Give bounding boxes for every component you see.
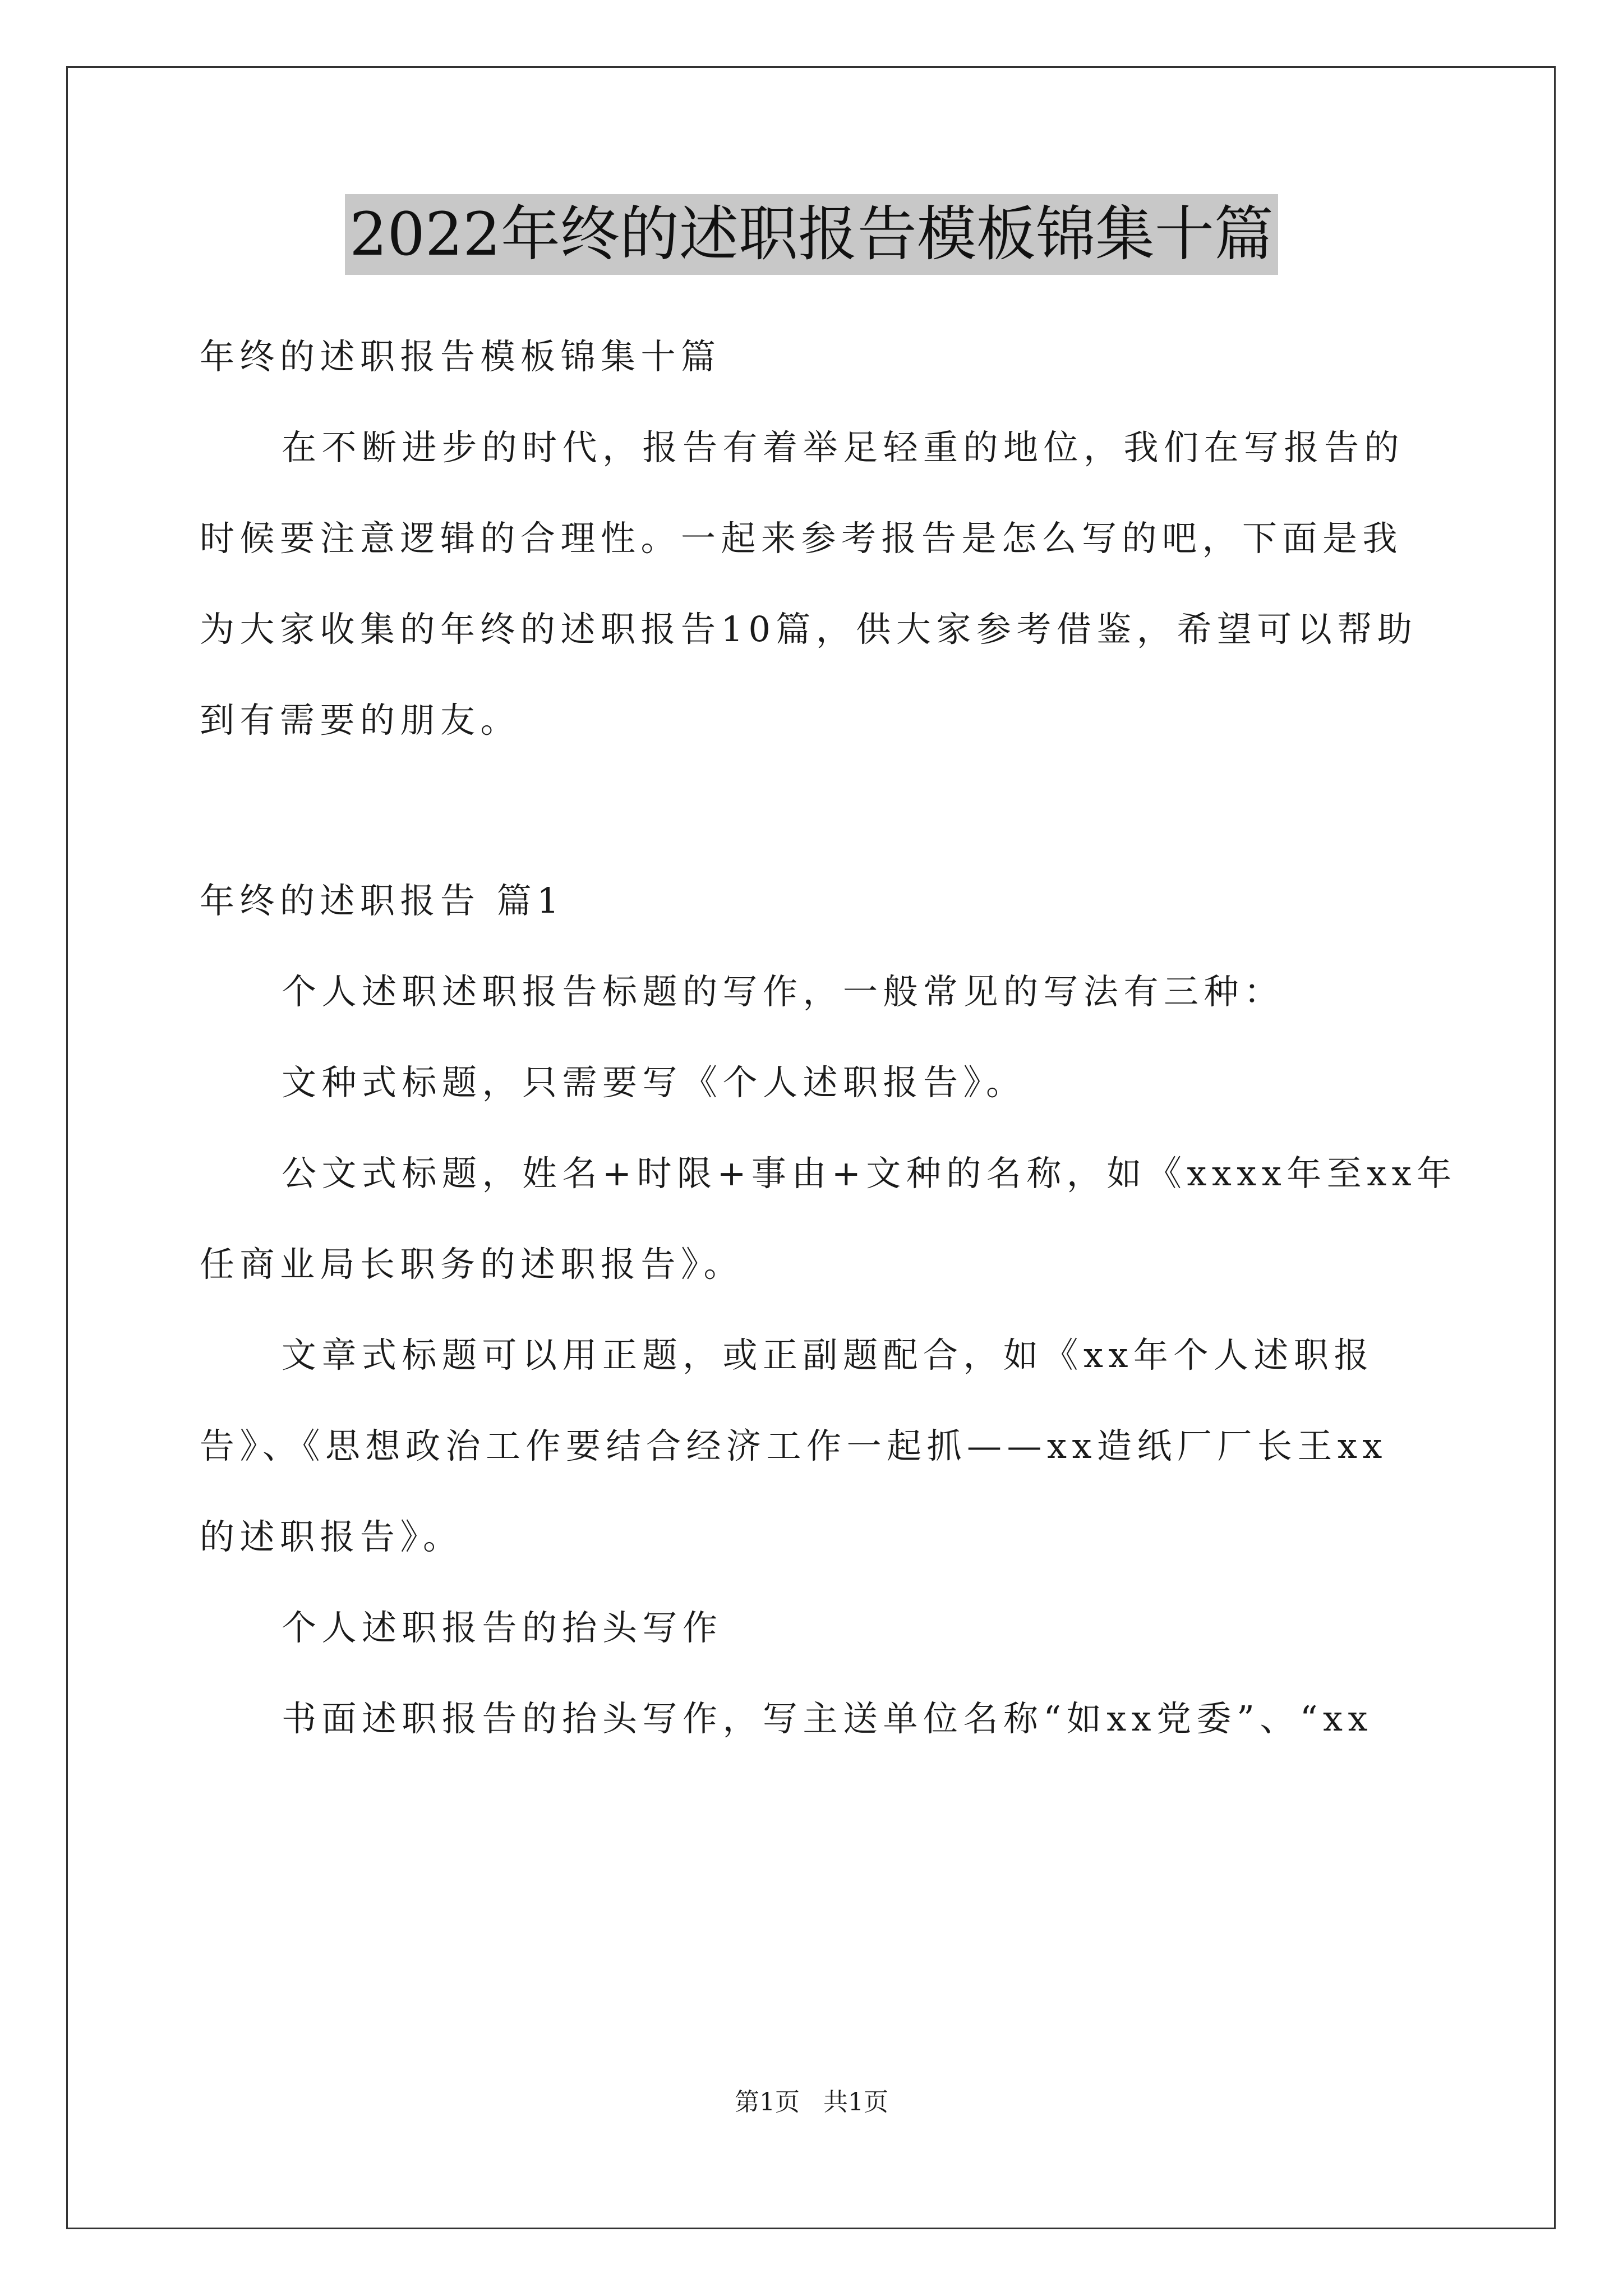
body-line: 的述职报告》。	[200, 1516, 463, 1557]
page-footer: 第1页 共1页	[735, 2088, 888, 2116]
body-line: 个人述职报告的抬头写作	[282, 1607, 723, 1648]
body-line: 文种式标题，只需要写《个人述职报告》。	[282, 1062, 1026, 1103]
body-line: 个人述职述职报告标题的写作，一般常见的写法有三种：	[282, 971, 1284, 1012]
intro-line: 到有需要的朋友。	[200, 700, 521, 740]
body-line: 任商业局长职务的述职报告》。	[200, 1244, 744, 1285]
section-heading: 年终的述职报告 篇1	[200, 880, 565, 921]
intro-line: 在不断进步的时代，报告有着举足轻重的地位，我们在写报告的	[282, 427, 1405, 468]
document-body	[200, 311, 1457, 1764]
body-line: 文章式标题可以用正题，或正副题配合，如《xx年个人述职报	[282, 1335, 1374, 1375]
body-line: 公文式标题，姓名+时限+事由+文种的名称，如《xxxx年至xx年	[282, 1153, 1457, 1194]
body-line: 告》、《思想政治工作要结合经济工作一起抓——xx造纸厂厂长王xx	[200, 1425, 1387, 1466]
body-line: 书面述职报告的抬头写作，写主送单位名称“如xx党委”、“xx	[282, 1698, 1373, 1739]
subtitle: 年终的述职报告模板锦集十篇	[200, 336, 721, 377]
title-container	[0, 194, 1623, 275]
document-title: 2022年终的述职报告模板锦集十篇	[345, 194, 1278, 275]
intro-line: 时候要注意逻辑的合理性。一起来参考报告是怎么写的吧，下面是我	[200, 518, 1403, 559]
intro-line: 为大家收集的年终的述职报告10篇，供大家参考借鉴，希望可以帮助	[200, 609, 1418, 650]
paragraph-gap	[200, 766, 1428, 855]
